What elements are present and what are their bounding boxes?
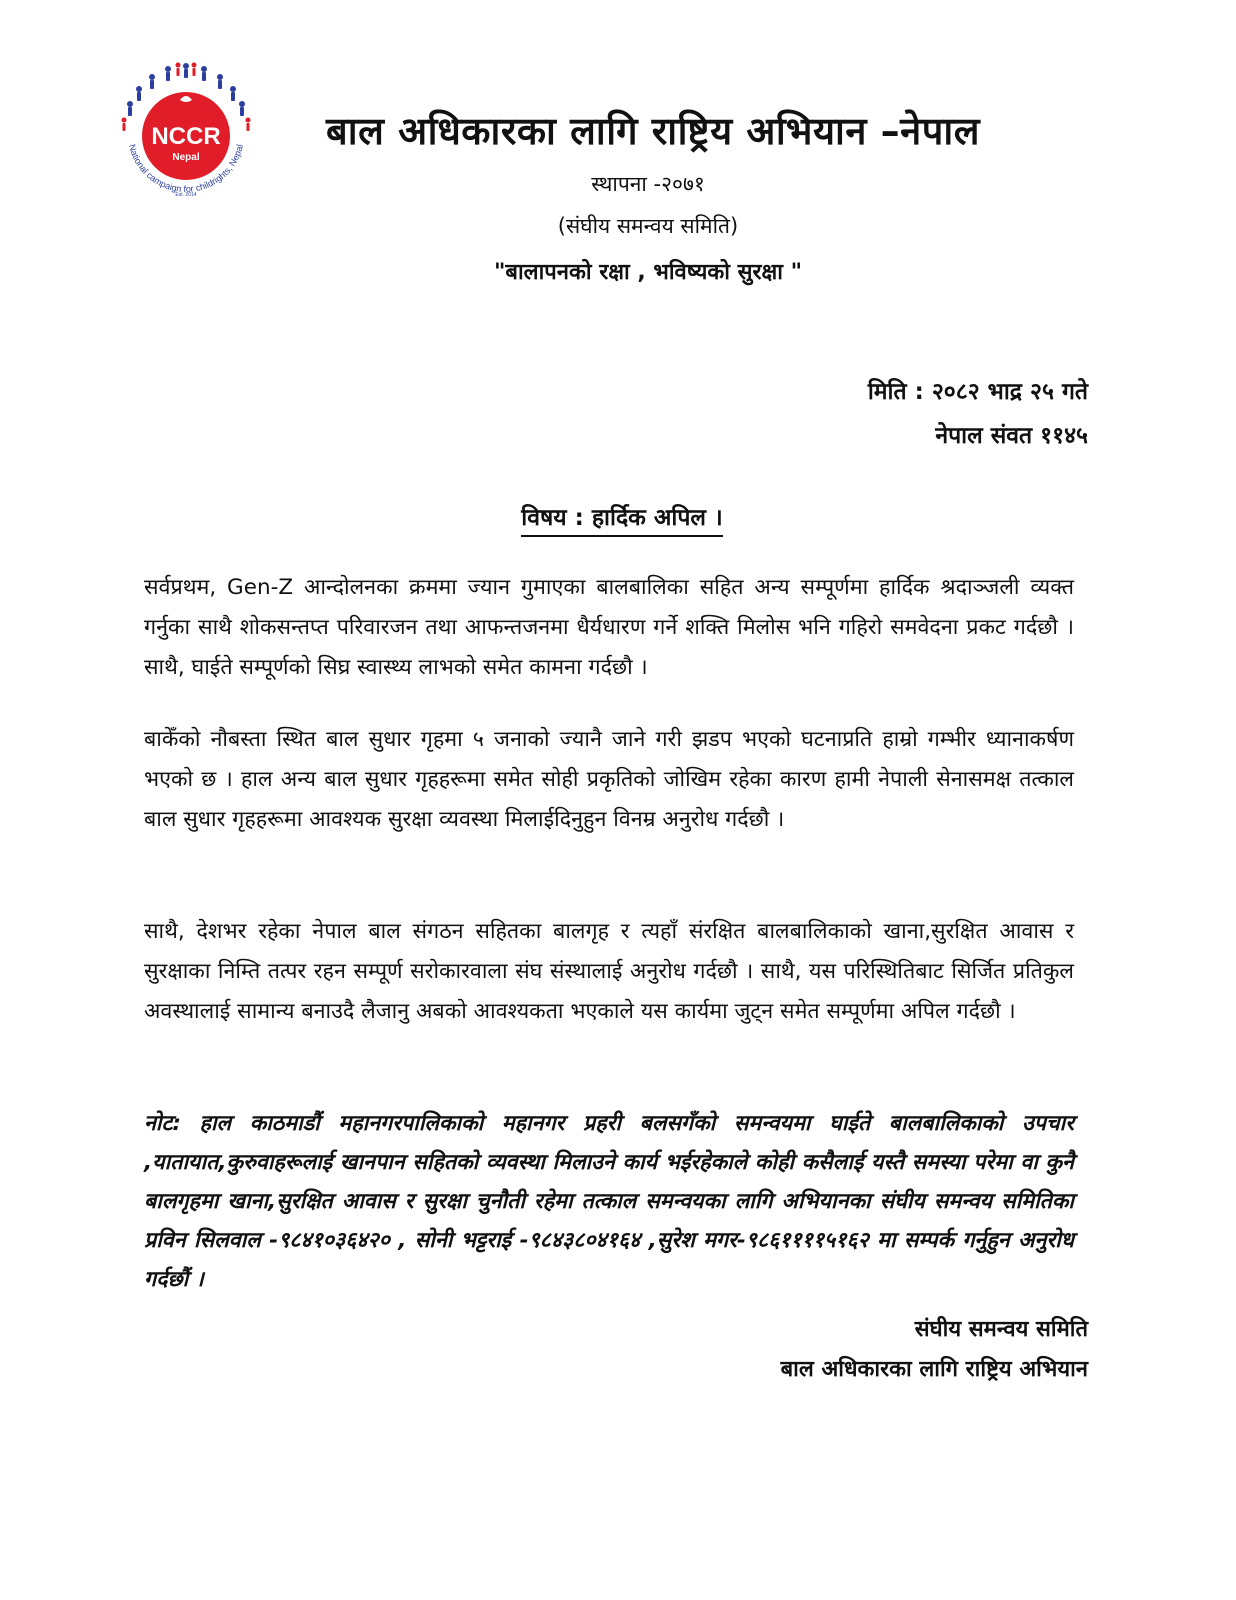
- committee-line: (संघीय समन्वय समिति): [557, 214, 739, 238]
- slogan: "बालापनको रक्षा , भविष्यको सुरक्षा ": [493, 260, 803, 285]
- org-title: बाल अधिकारका लागि राष्ट्रिय अभियान –नेपाल: [326, 109, 980, 153]
- logo-est: Est. 2014: [175, 192, 197, 198]
- body-paragraph-1: सर्वप्रथम, Gen-Z आन्दोलनका क्रममा ज्यान गुमाएका बालबालिका सहित अन्य सम्पूर्णमा हार्दिक श्रदाञ्जली व्यक्त गर्नुका साथै शोकसन्तप्त परिवारजन तथा आफन्तजनमा धैर्यधारण गर्ने शक्ति मिलोस भनि गहिरो समवेदना प्रकट गर्दछौ । साथै, घाईते सम्पूर्णको सिघ्र स्वास्थ्य लाभको समेत कामना गर्दछौ ।: [144, 575, 1074, 680]
- nepal-sambat-line: नेपाल संवत ११४५: [935, 423, 1088, 449]
- subject-text: विषय : हार्दिक अपिल ।: [521, 505, 723, 537]
- logo-subtext: Nepal: [172, 152, 200, 163]
- signature-committee: संघीय समन्वय समिति: [914, 1317, 1088, 1342]
- established-line: स्थापना -२०७१: [591, 172, 705, 196]
- subject: [0, 500, 1236, 532]
- body-paragraph-2: बाकेँको नौबस्ता स्थित बाल सुधार गृहमा ५ जनाको ज्यानै जाने गरी झडप भएको घटनाप्रति हाम्रो गम्भीर ध्यानाकर्षण भएको छ । हाल अन्य बाल सुधार गृहहरूमा समेत सोही प्रकृतिको जोखिम रहेका कारण हामी नेपाली सेनासमक्ष तत्काल बाल सुधार गृहहरूमा आवश्यक सुरक्षा व्यवस्था मिलाईदिनुहुन विनम्र अनुरोध गर्दछौ ।: [144, 727, 1074, 832]
- signature-organization: बाल अधिकारका लागि राष्ट्रिय अभियान: [780, 1357, 1088, 1382]
- logo-text: NCCR: [151, 123, 221, 150]
- date-line: मिति : २०८२ भाद्र २५ गते: [867, 379, 1088, 405]
- signature-block: [781, 1310, 1088, 1390]
- logo-ring-text: National campaign for childrights, Nepal: [127, 143, 245, 195]
- note-paragraph: नोट: हाल काठमाडौं महानगरपालिकाको महानगर प्रहरी बलसगँको समन्वयमा घाईते बालबालिकाको उपचार ,यातायात,कुरुवाहरूलाई खानपान सहितको व्यवस्था मिलाउने कार्य भईरहेकाले कोही कसैलाई यस्तै समस्या परेमा वा कुनै बालगृहमा खाना,सुरक्षित आवास र सुरक्षा चुनौती रहेमा तत्काल समन्वयका लागि अभियानका संघीय समन्वय समितिका प्रविन सिलवाल -९८४१०३६४२० , सोनी भट्टराई -९८४३८०४१६४ ,सुरेश मगर-९८६११११५१६२ मा सम्पर्क गर्नुहुन अनुरोध गर्दछौं ।: [144, 1111, 1074, 1292]
- body-paragraph-3: साथै, देशभर रहेका नेपाल बाल संगठन सहितका बालगृह र त्यहाँ संरक्षित बालबालिकाको खाना,सुरक्षित आवास र सुरक्षाका निम्ति तत्पर रहन सम्पूर्ण सरोकारवाला संघ संस्थालाई अनुरोध गर्दछौ । साथै, यस परिस्थितिबाट सिर्जित प्रतिकुल अवस्थालाई सामान्य बनाउदै लैजानु अबको आवश्यकता भएकाले यस कार्यमा जुट्न समेत सम्पूर्णमा अपिल गर्दछौ ।: [144, 919, 1074, 1024]
- date-block: [868, 370, 1088, 458]
